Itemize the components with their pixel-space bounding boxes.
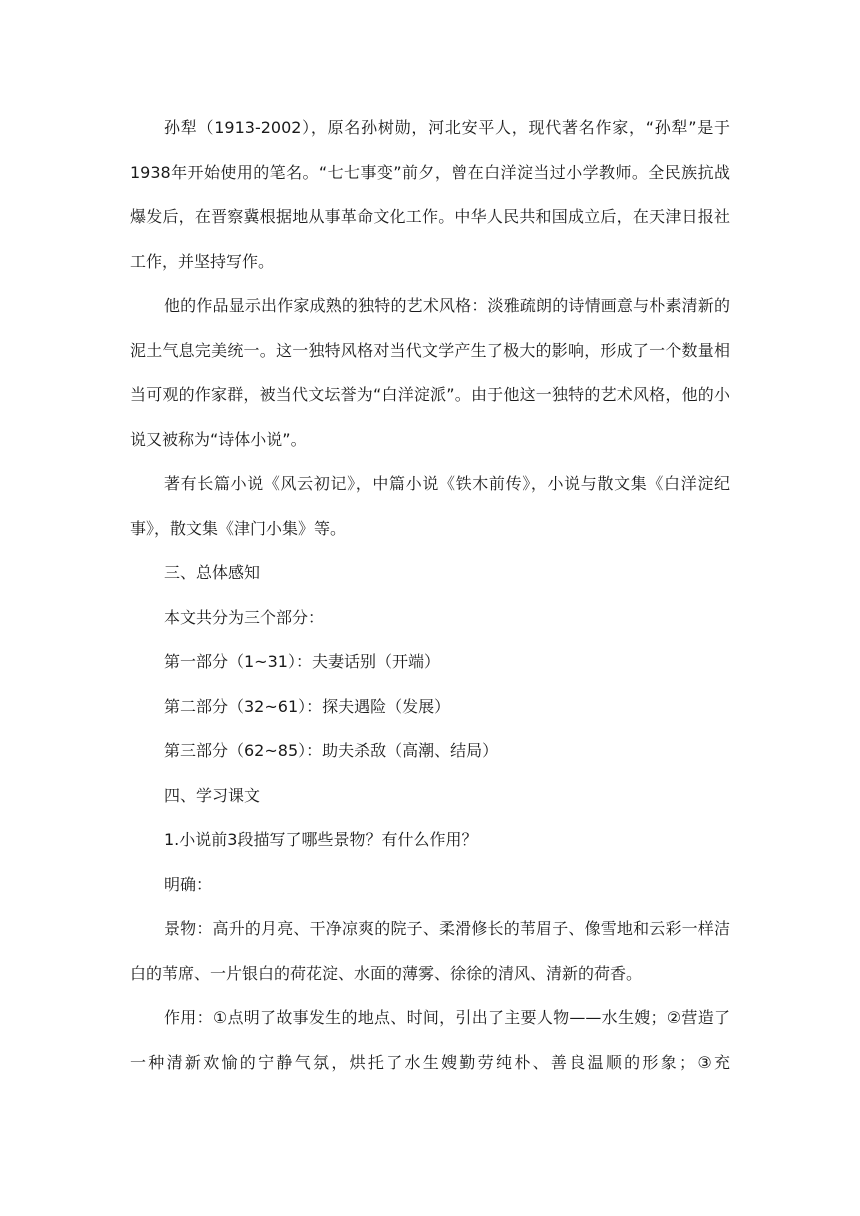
paragraph-author-bio: 孙犁（1913-2002），原名孙树勋，河北安平人，现代著名作家，“孙犁”是于1938年开始使用的笔名。“七七事变”前夕，曾在白洋淀当过小学教师。全民族抗战爆发后，在晋察冀根据地从事革命文化工作。中华人民共和国成立后，在天津日报社工作，并坚持写作。	[130, 118, 730, 271]
document-page	[130, 106, 730, 1085]
answer-scenery: 景物：高升的月亮、干净凉爽的院子、柔滑修长的苇眉子、像雪地和云彩一样洁白的苇席、一片银白的荷花淀、水面的薄雾、徐徐的清风、清新的荷香。	[130, 919, 730, 983]
question-1: 1.小说前3段描写了哪些景物？有什么作用？	[164, 830, 478, 849]
structure-part-3: 第三部分（62~85）：助夫杀敌（高潮、结局）	[164, 741, 499, 760]
section-heading-study: 四、学习课文	[164, 785, 261, 805]
section-heading-overview: 三、总体感知	[164, 563, 261, 582]
answer-function: 作用：①点明了故事发生的地点、时间，引出了主要人物——水生嫂；②营造了一种清新欢愉的宁静气氛，烘托了水生嫂勤劳纯朴、善良温顺的形象；③充	[130, 1008, 730, 1072]
structure-part-1: 第一部分（1~31）：夫妻话别（开端）	[164, 652, 440, 671]
answer-label: 明确：	[164, 874, 213, 894]
structure-part-2: 第二部分（32~61）：探夫遇险（发展）	[164, 696, 451, 716]
paragraph-works: 著有长篇小说《风云初记》，中篇小说《铁木前传》，小说与散文集《白洋淀纪事》，散文集《津门小集》等。	[130, 474, 730, 538]
paragraph-structure-intro: 本文共分为三个部分：	[164, 607, 325, 627]
paragraph-artistic-style: 他的作品显示出作家成熟的独特的艺术风格：淡雅疏朗的诗情画意与朴素清新的泥土气息完美统一。这一独特风格对当代文学产生了极大的影响，形成了一个数量相当可观的作家群，被当代文坛誉为“白洋淀派”。由于他这一独特的艺术风格，他的小说又被称为“诗体小说”。	[130, 296, 730, 449]
